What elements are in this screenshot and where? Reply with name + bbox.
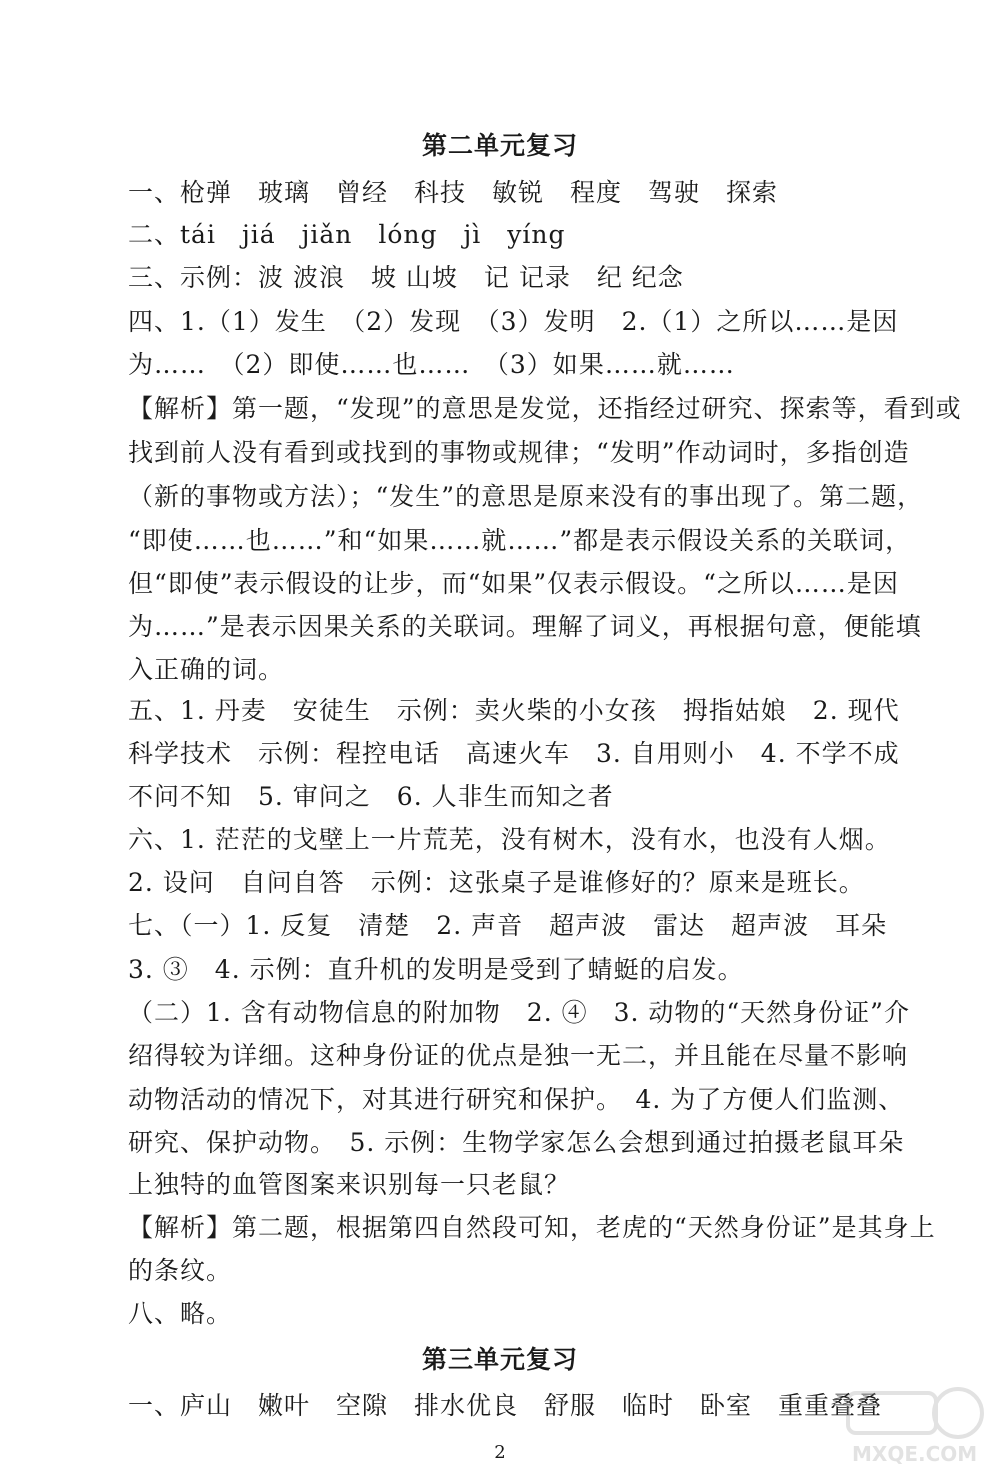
page-number: 2 xyxy=(494,1442,506,1463)
analysis-line: 但“即使”表示假设的让步，而“如果”仅表示假设。“之所以……是因 xyxy=(128,569,899,598)
watermark-logo xyxy=(840,1385,990,1470)
answer-line: 四、1.（1）发生 （2）发现 （3）发明 2.（1）之所以……是因 xyxy=(128,307,899,336)
analysis-line: 入正确的词。 xyxy=(128,655,285,684)
answer-line: 3. ③ 4. 示例：直升机的发明是受到了蜻蜓的启发。 xyxy=(128,955,744,984)
answer-line: 上独特的血管图案来识别每一只老鼠？ xyxy=(128,1170,571,1199)
analysis-line: 【解析】第一题，“发现”的意思是发觉，还指经过研究、探索等，看到或 xyxy=(128,394,962,423)
analysis-line: 为……”是表示因果关系的关联词。理解了词义，再根据句意，便能填 xyxy=(128,612,922,641)
answer-line: 动物活动的情况下，对其进行研究和保护。 4. 为了方便人们监测、 xyxy=(128,1085,905,1114)
answer-line: 不问不知 5. 审问之 6. 人非生而知之者 xyxy=(128,782,614,811)
analysis-line: （新的事物或方法）；“发生”的意思是原来没有的事出现了。第二题， xyxy=(128,482,924,511)
analysis-line: 的条纹。 xyxy=(128,1256,233,1285)
answer-line: （二）1. 含有动物信息的附加物 2. ④ 3. 动物的“天然身份证”介 xyxy=(128,998,910,1027)
answer-line: 六、1. 茫茫的戈壁上一片荒芜，没有树木，没有水，也没有人烟。 xyxy=(128,825,891,854)
answer-line: 七、（一）1. 反复 清楚 2. 声音 超声波 雷达 超声波 耳朵 xyxy=(128,911,888,940)
answer-line: 绍得较为详细。这种身份证的优点是独一无二，并且能在尽量不影响 xyxy=(128,1041,909,1070)
answer-line: 一、庐山 嫩叶 空隙 排水优良 舒服 临时 卧室 重重叠叠 xyxy=(128,1391,883,1420)
answer-line: 三、示例：波 波浪 坡 山坡 记 记录 纪 纪念 xyxy=(128,263,684,292)
analysis-line: 找到前人没有看到或找到的事物或规律；“发明”作动词时，多指创造 xyxy=(128,438,910,467)
answer-line: 为…… （2）即使……也…… （3）如果……就…… xyxy=(128,350,735,379)
unit2-heading: 第二单元复习 xyxy=(421,131,578,160)
answer-line: 研究、保护动物。 5. 示例：生物学家怎么会想到通过拍摄老鼠耳朵 xyxy=(128,1128,905,1157)
answer-line: 八、略。 xyxy=(128,1299,233,1328)
answer-line: 五、1. 丹麦 安徒生 示例：卖火柴的小女孩 拇指姑娘 2. 现代 xyxy=(128,696,900,725)
answer-line: 二、tái jiá jiǎn lóng jì yíng xyxy=(128,220,566,249)
answer-line: 一、枪弹 玻璃 曾经 科技 敏锐 程度 驾驶 探索 xyxy=(128,178,779,207)
analysis-line: 【解析】第二题，根据第四自然段可知，老虎的“天然身份证”是其身上 xyxy=(128,1213,936,1242)
svg-text:MXQE.COM: MXQE.COM xyxy=(852,1442,978,1466)
analysis-line: “即使……也……”和“如果……就……”都是表示假设关系的关联词， xyxy=(128,526,912,555)
unit3-heading: 第三单元复习 xyxy=(421,1345,578,1374)
answer-line: 2. 设问 自问自答 示例：这张桌子是谁修好的？原来是班长。 xyxy=(128,868,865,897)
answer-line: 科学技术 示例：程控电话 高速火车 3. 自用则小 4. 不学不成 xyxy=(128,739,900,768)
